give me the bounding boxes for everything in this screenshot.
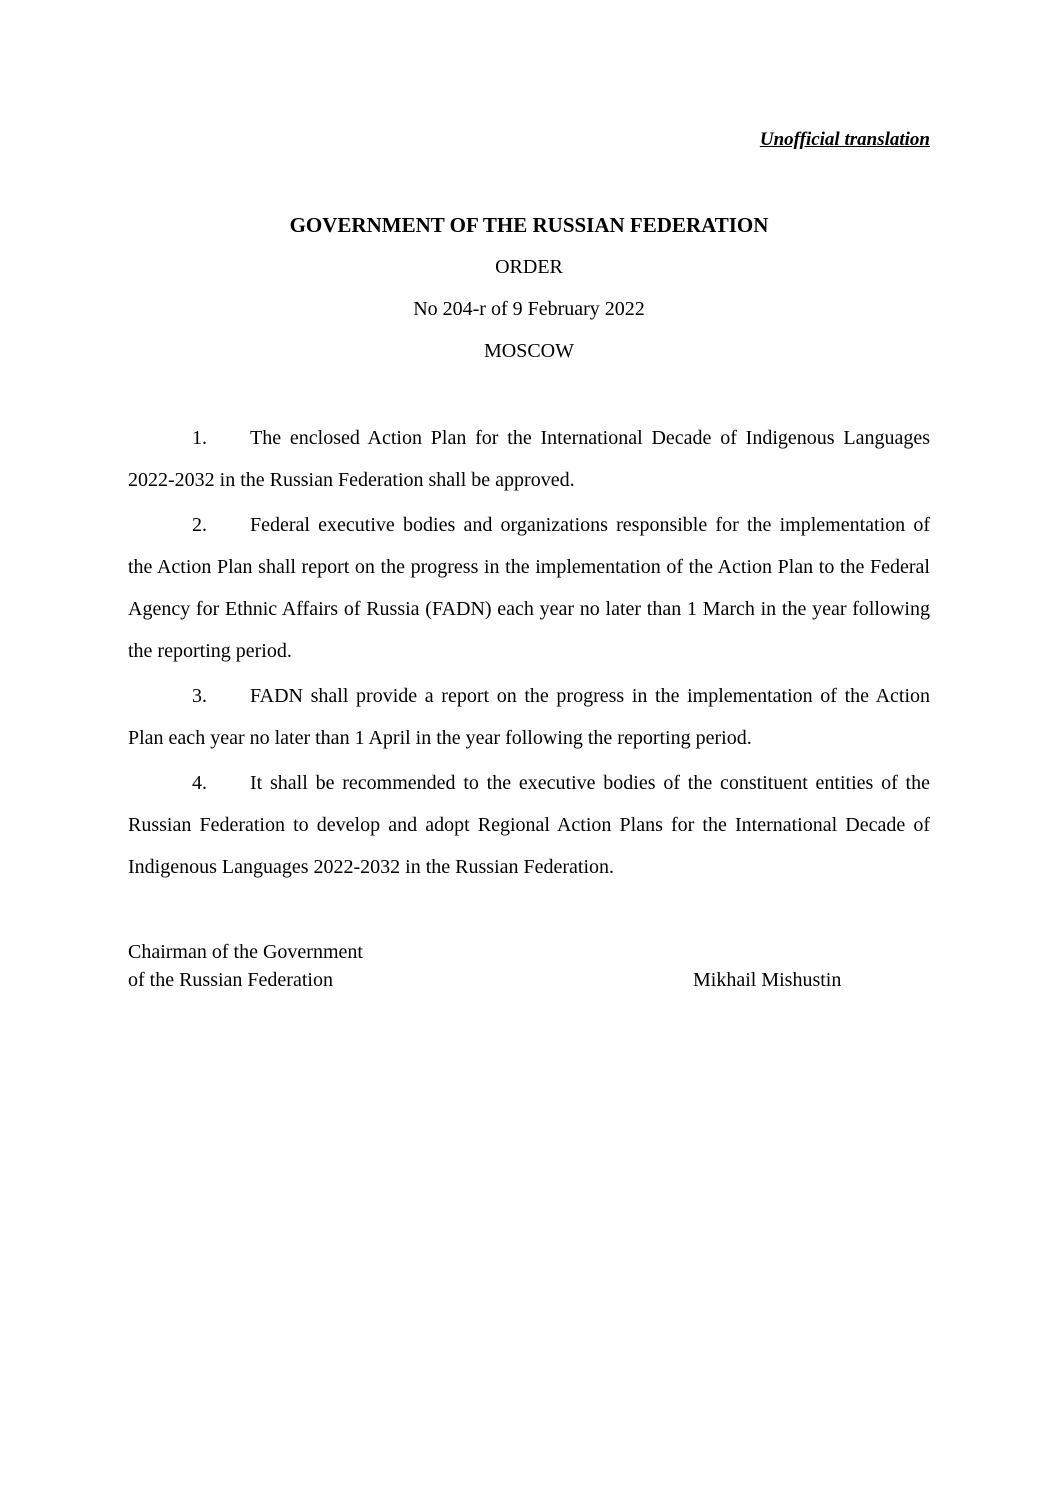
paragraph-2-text: Federal executive bodies and organizations responsible for the implementation of the Action Plan shall report on the progress in the implementation of the Action Plan to the Federal Agency for Ethnic Affairs of Russia (FADN) each year no later than 1 March in the year following the reporting period. [128,514,930,662]
document-header [128,204,930,372]
paragraph-1-text: The enclosed Action Plan for the International Decade of Indigenous Languages 2022-2032 in the Russian Federation shall be approved. [128,427,930,491]
document-body [128,417,930,888]
paragraph-3-number: 3. [192,685,207,707]
paragraph-4 [128,762,930,888]
paragraph-1 [128,417,930,501]
paragraph-2-number: 2. [192,514,207,536]
document-type: ORDER [495,256,563,278]
paragraph-4-number: 4. [192,772,207,794]
unofficial-translation-note: Unofficial translation [759,129,930,150]
annotation-row [128,128,930,152]
document-city: MOSCOW [483,340,574,362]
paragraph-1-number: 1. [192,427,207,449]
paragraph-3 [128,675,930,759]
paragraph-3-text: FADN shall provide a report on the progress in the implementation of the Action Plan each year no later than 1 April in the year following the reporting period. [128,685,930,749]
document-number-date: No 204-r of 9 February 2022 [413,298,645,320]
paragraph-4-text: It shall be recommended to the executive bodies of the constituent entities of the Russian Federation to develop and adopt Regional Action Plans for the International Decade of Indigenous Languages 2022-2032 in the Russian Federation. [128,772,930,878]
issuing-authority-title: GOVERNMENT OF THE RUSSIAN FEDERATION [289,213,769,237]
signature-block [128,938,930,994]
signatory-title-line-2: of the Russian Federation [128,969,333,991]
signatory-title-line-1: Chairman of the Government [128,941,363,963]
paragraph-2 [128,504,930,672]
signatory-name: Mikhail Mishustin [693,969,842,991]
